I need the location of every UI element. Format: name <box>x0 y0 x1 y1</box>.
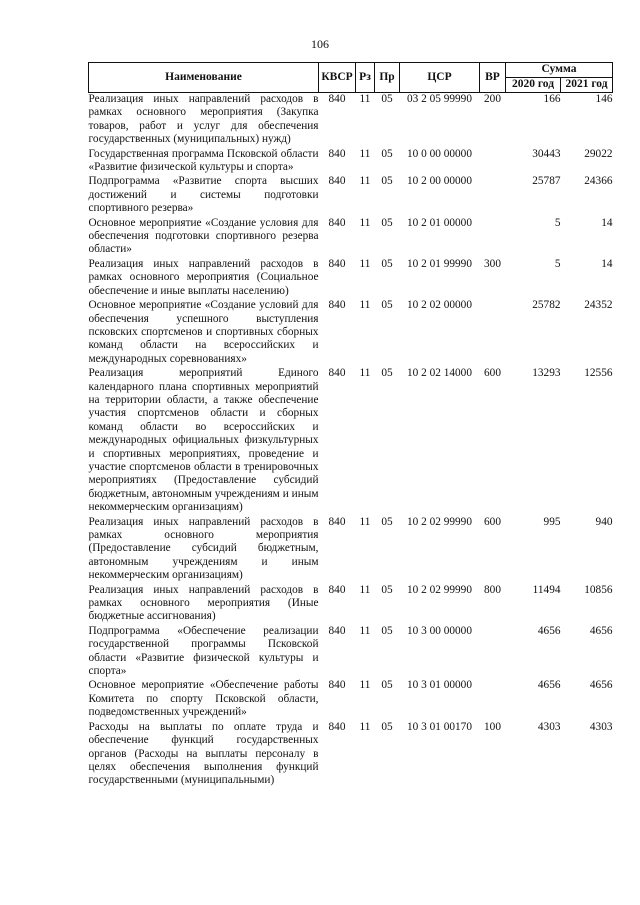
row-kvsr: 840 <box>328 583 346 596</box>
row-sum-2020: 25782 <box>532 299 561 312</box>
row-pr: 05 <box>381 175 393 188</box>
header-year-2020: 2020 год <box>506 78 561 93</box>
row-csr: 10 2 02 00000 <box>407 299 472 312</box>
table-row <box>89 625 613 680</box>
row-name: Реализация иных направлений расходов в рамках основного мероприятия (Предоставление субсидий бюджетным, автономным учреждениям и иным некоммерческим организациям) <box>88 515 319 582</box>
header-sum: Сумма <box>506 63 613 78</box>
table-row <box>89 299 613 367</box>
row-pr: 05 <box>381 720 393 733</box>
row-kvsr: 840 <box>328 367 346 380</box>
row-vr <box>480 217 506 258</box>
row-kvsr: 840 <box>328 299 346 312</box>
row-pr: 05 <box>381 515 393 528</box>
row-sum-2021: 24366 <box>584 175 613 188</box>
row-vr: 800 <box>484 583 501 596</box>
row-kvsr: 840 <box>328 216 346 229</box>
row-pr: 05 <box>381 257 393 270</box>
row-sum-2021: 24352 <box>584 299 613 312</box>
row-rz: 11 <box>359 679 371 692</box>
row-csr: 10 2 02 14000 <box>407 367 472 380</box>
row-kvsr: 840 <box>328 93 346 105</box>
row-sum-2020: 5 <box>554 216 561 229</box>
table-row <box>89 516 613 584</box>
row-csr: 10 2 02 99990 <box>407 583 472 596</box>
row-vr: 600 <box>484 367 501 380</box>
row-kvsr: 840 <box>328 147 346 160</box>
row-name: Реализация мероприятий Единого календарного плана спортивных мероприятий на территории области, а также обеспечение участия спортсменов области и сборных команд области во всероссийских и международных официальных физкультурных и спортивных мероприятиях, проведение и участие спортсменов области в тренировочных мероприятиях (Предоставление субсидий бюджетным, автономным учреждениям и иным некоммерческим организациям) <box>88 367 319 514</box>
row-name: Государственная программа Псковской области «Развитие физической культуры и спорта» <box>88 147 319 174</box>
row-sum-2020: 4656 <box>537 624 561 637</box>
row-pr: 05 <box>381 367 393 380</box>
row-csr: 10 2 01 00000 <box>407 216 472 229</box>
row-csr: 10 2 00 00000 <box>407 175 472 188</box>
table-row <box>89 175 613 216</box>
header-rz: Рз <box>356 63 375 93</box>
header-csr: ЦСР <box>400 63 480 93</box>
row-pr: 05 <box>381 624 393 637</box>
header-year-2021: 2021 год <box>561 78 613 93</box>
table-row <box>89 679 613 720</box>
header-kvsr: КВСР <box>319 63 356 93</box>
row-kvsr: 840 <box>328 679 346 692</box>
row-name: Подпрограмма «Обеспечение реализации государственной программы Псковской области «Развитие физической культуры и спорта» <box>88 624 319 678</box>
header-vr: ВР <box>480 63 506 93</box>
row-rz: 11 <box>359 583 371 596</box>
row-vr: 600 <box>484 515 501 528</box>
row-vr <box>480 679 506 720</box>
row-sum-2020: 11494 <box>532 583 561 596</box>
row-rz: 11 <box>359 93 371 105</box>
row-csr: 10 0 00 00000 <box>407 147 472 160</box>
row-vr <box>480 299 506 367</box>
row-sum-2020: 13293 <box>532 367 561 380</box>
row-rz: 11 <box>359 367 371 380</box>
row-sum-2020: 4303 <box>537 720 561 733</box>
row-csr: 03 2 05 99990 <box>407 93 472 105</box>
row-name: Основное мероприятие «Обеспечение работы Комитета по спорту Псковской области, подведомственных учреждений» <box>88 679 319 719</box>
row-pr: 05 <box>381 679 393 692</box>
budget-table <box>88 62 613 789</box>
row-name: Основное мероприятие «Создание условий для обеспечения успешного выступления псковских спортсменов и спортивных сборных команд области на всероссийских и международных соревнованиях» <box>88 299 319 365</box>
row-rz: 11 <box>359 175 371 188</box>
header-pr: Пр <box>375 63 400 93</box>
row-sum-2021: 29022 <box>584 147 613 160</box>
row-name: Расходы на выплаты по оплате труда и обеспечение функций государственных органов (Расходы на выплаты персоналу в целях обеспечения выполнения функций государственными (муниципальными) <box>88 720 319 787</box>
page-number: 106 <box>311 37 329 51</box>
row-vr <box>480 625 506 680</box>
row-sum-2021: 940 <box>595 515 613 528</box>
row-kvsr: 840 <box>328 624 346 637</box>
row-vr <box>480 148 506 176</box>
table-row <box>89 721 613 789</box>
row-csr: 10 3 01 00000 <box>407 679 472 692</box>
row-vr: 200 <box>484 93 501 105</box>
table-row <box>89 584 613 625</box>
row-kvsr: 840 <box>328 175 346 188</box>
row-csr: 10 2 02 99990 <box>407 515 472 528</box>
row-rz: 11 <box>359 216 371 229</box>
row-sum-2021: 4303 <box>589 720 613 733</box>
row-kvsr: 840 <box>328 257 346 270</box>
row-csr: 10 3 01 00170 <box>407 720 472 733</box>
row-sum-2021: 4656 <box>589 624 613 637</box>
row-name: Реализация иных направлений расходов в рамках основного мероприятия (Иные бюджетные ассигнования) <box>88 583 319 623</box>
row-name: Реализация иных направлений расходов в рамках основного мероприятия (Закупка товаров, работ и услуг для обеспечения государственных (муниципальных) нужд) <box>88 93 319 146</box>
table-row <box>89 258 613 299</box>
table-row <box>89 148 613 176</box>
row-name: Основное мероприятие «Создание условия для обеспечения подготовки спортивного резерва области» <box>88 216 319 256</box>
row-sum-2020: 995 <box>543 515 561 528</box>
table-body <box>89 93 613 789</box>
row-sum-2021: 4656 <box>589 679 613 692</box>
row-sum-2021: 14 <box>601 257 613 270</box>
row-rz: 11 <box>359 624 371 637</box>
row-sum-2020: 166 <box>543 93 561 105</box>
row-sum-2020: 30443 <box>532 147 561 160</box>
row-sum-2021: 12556 <box>584 367 613 380</box>
row-csr: 10 2 01 99990 <box>407 257 472 270</box>
row-sum-2020: 25787 <box>532 175 561 188</box>
row-pr: 05 <box>381 583 393 596</box>
row-sum-2020: 4656 <box>537 679 561 692</box>
row-pr: 05 <box>381 216 393 229</box>
table-row <box>89 93 613 148</box>
row-name: Реализация иных направлений расходов в рамках основного мероприятия (Социальное обеспечение и иные выплаты населению) <box>88 257 319 297</box>
row-sum-2021: 14 <box>601 216 613 229</box>
row-pr: 05 <box>381 299 393 312</box>
header-name: Наименование <box>89 63 319 93</box>
row-rz: 11 <box>359 147 371 160</box>
row-rz: 11 <box>359 299 371 312</box>
row-pr: 05 <box>381 93 393 105</box>
row-rz: 11 <box>359 257 371 270</box>
row-name: Подпрограмма «Развитие спорта высших достижений и системы подготовки спортивного резерва» <box>88 175 319 215</box>
row-sum-2020: 5 <box>554 257 561 270</box>
table-row <box>89 217 613 258</box>
row-vr <box>480 175 506 216</box>
row-kvsr: 840 <box>328 515 346 528</box>
row-rz: 11 <box>359 720 371 733</box>
row-kvsr: 840 <box>328 720 346 733</box>
row-vr: 100 <box>484 720 501 733</box>
table-row <box>89 367 613 515</box>
row-sum-2021: 146 <box>595 93 613 105</box>
row-pr: 05 <box>381 147 393 160</box>
row-rz: 11 <box>359 515 371 528</box>
row-sum-2021: 10856 <box>584 583 613 596</box>
row-csr: 10 3 00 00000 <box>407 624 472 637</box>
row-vr: 300 <box>484 257 501 270</box>
